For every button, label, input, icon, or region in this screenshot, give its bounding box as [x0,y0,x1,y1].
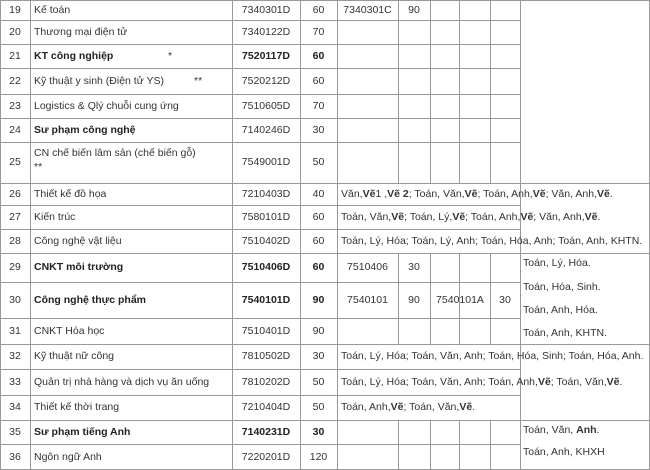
major-mark: ** [194,74,203,87]
major-name: Sư phạm công nghệ [34,123,136,136]
combo-part: Toán, Lý, Hóa; Toán, Văn, Anh; Toán, Anh, [341,375,538,388]
sub-column-divider [490,0,491,183]
combo-part: Anh [551,327,570,339]
combo-part: Vẽ [464,187,478,200]
sub-quota: 90 [408,293,420,306]
side-subject-combination [523,281,601,294]
sub-column-divider [520,253,521,344]
combo-part: Vẽ [584,210,598,223]
major-code: 7510406D [241,261,291,273]
subject-combination [341,205,650,229]
sub-quota: 30 [408,261,420,273]
subject-combination [341,183,650,205]
combo-part: Anh [551,304,570,316]
combo-part: ; Toán, Văn, [403,401,460,413]
combo-part: Toán, Văn, [341,210,392,223]
major-name: CNKT môi trường [34,261,124,273]
combo-part: . [619,375,623,388]
row-number: 22 [9,74,21,87]
combo-part: Vẽ [606,375,620,388]
combo-part: Toán, Văn, [523,424,577,436]
major-name: Công nghệ vật liệu [34,234,122,247]
major-code: 7220201D [241,450,291,463]
quota: 30 [312,350,325,362]
side-subject-combination [523,424,599,437]
major-code: 7340301D [241,3,291,16]
quota: 60 [312,210,325,223]
column-divider [30,0,31,470]
row-number: 27 [9,210,21,223]
quota: 60 [312,234,325,247]
major-name: Kiến trúc [34,210,76,223]
sub-column-divider [398,420,399,470]
row-number: 32 [9,350,21,362]
combo-part: 1 , [375,187,388,200]
row-number: 21 [9,49,21,62]
combo-part: Vẽ [532,187,546,200]
combo-part: ; Toán, Văn, [408,187,465,200]
subject-combination [341,344,650,369]
combo-part: Vẽ [537,375,551,388]
combo-part: , KHXH [569,446,605,458]
sub-column-divider [459,420,460,470]
combo-part: , KHTN. [569,327,608,339]
combo-part: ; Toán, Anh, [465,210,521,223]
side-subject-combination [523,446,605,459]
row-number: 23 [9,99,21,112]
combo-part: Anh [576,424,597,436]
sub-column-divider [430,0,431,183]
quota: 50 [312,375,325,388]
major-code: 7510402D [241,234,291,247]
row-divider [520,0,650,1]
major-name: Ngôn ngữ Anh [34,450,102,463]
sub-column-divider [459,0,460,183]
row-number: 30 [9,293,21,306]
quota: 70 [312,99,325,112]
row-number: 20 [9,25,21,38]
combo-part: ; Toán, Lý, [404,210,453,223]
quota: 90 [312,324,325,337]
row-divider [520,420,650,421]
major-name: Logistics & Qlý chuỗi cung ứng [34,99,179,112]
major-code: 7140231D [241,425,291,438]
combo-part: Vẽ [391,210,405,223]
major-code: 7810202D [241,375,291,388]
major-code: 7340122D [241,25,291,38]
major-name: Kỹ thuật nữ công [34,350,114,362]
quota: 60 [312,74,325,87]
major-name: Kế toán [34,3,71,16]
major-name-line: CN chế biến lâm sản (chế biến gỗ) [34,147,196,159]
major-name: KT công nghiệp [34,49,114,62]
sub-quota-2: 30 [499,293,511,306]
major-name: CNKT Hóa học [34,324,105,337]
sub-column-divider [430,420,431,470]
column-divider [337,0,338,470]
quota: 120 [309,450,328,463]
combo-part: Vẽ [520,210,534,223]
subject-combination [341,395,650,420]
quota: 90 [312,293,325,306]
subject-combination [341,229,650,253]
sub-quota: 90 [408,3,420,16]
major-code: 7510401D [241,324,291,337]
combo-part: Vẽ [459,401,473,413]
quota: 30 [312,425,325,438]
subject-combination [341,369,650,395]
row-number: 29 [9,261,21,273]
combo-part: Toán, [523,304,552,316]
row-number: 28 [9,234,21,247]
sub-column-divider [398,0,399,183]
side-subject-combination [523,327,607,340]
sub-column-divider [520,420,521,470]
major-code: 7140246D [241,123,291,136]
quota: 30 [312,123,325,136]
combo-part: ; Văn, Anh, [545,187,597,200]
quota: 50 [312,156,325,168]
major-name: Thương mại điện tử [34,25,128,38]
sub-code: 7540101 [347,293,388,306]
major-code: 7210403D [241,187,291,200]
row-number: 31 [9,324,21,337]
combo-part: Toán, Lý, Hóa; Toán, Văn, Anh; Toán, Hóa, Sinh; Toán, Hóa, Anh. [341,350,644,362]
combo-part: Toán, Anh, [341,401,391,413]
row-number: 26 [9,187,21,200]
major-code: 7210404D [241,401,291,413]
combo-part: . [596,424,600,436]
major-code: 7549001D [241,156,291,168]
combo-part: Toán, Lý, Hóa. [523,257,591,269]
combo-part: , Hóa. [569,304,598,316]
sub-code: 7510406 [347,261,388,273]
row-number: 33 [9,375,21,388]
major-name: Công nghệ thực phẩm [34,293,147,306]
combo-part: . [609,187,613,200]
sub-code-2: 7540101A [436,293,484,306]
row-number: 25 [9,156,21,168]
combo-part: Toán, Hóa, Sinh. [523,281,601,293]
side-subject-combination [523,304,598,317]
major-name: Thiết kế thời trang [34,401,120,413]
combo-part: . [472,401,476,413]
major-name: Kỹ thuật y sinh (Điện tử YS) [34,74,164,87]
major-code: 7810502D [241,350,291,362]
row-number: 34 [9,401,21,413]
row-divider [520,253,650,254]
major-code: 7510605D [241,99,291,112]
sub-column-divider [520,0,521,183]
row-number: 36 [9,450,21,463]
combo-part: ; Toán, Anh, [477,187,533,200]
combo-part: ; Toán, Văn, [550,375,607,388]
side-subject-combination [523,257,591,270]
combo-part: Vẽ 2 [387,187,409,200]
row-number: 35 [9,425,21,438]
major-name: Sư phạm tiếng Anh [34,425,131,438]
combo-part: Vẽ [452,210,466,223]
major-code: 7580101D [241,210,291,223]
major-name-mark: ** [34,161,43,173]
quota: 50 [312,401,325,413]
quota: 70 [312,25,325,38]
combo-part: ; Văn, Anh, [533,210,585,223]
row-number: 19 [9,3,21,16]
major-name: Thiết kế đồ họa [34,187,107,200]
major-name [34,146,229,174]
quota: 60 [312,3,325,16]
combo-part: Anh [551,446,570,458]
combo-part: Toán, [523,446,552,458]
combo-part: Vẽ [596,187,610,200]
major-code: 7540101D [241,293,291,306]
major-code: 7520117D [242,49,290,62]
combo-part: Toán, [523,327,552,339]
major-code: 7520212D [241,74,291,87]
sub-column-divider [490,420,491,470]
row-number: 24 [9,123,21,136]
combo-part: Vẽ [362,187,376,200]
quota: 60 [312,261,325,273]
sub-code: 7340301C [343,3,392,16]
major-mark: * [168,49,173,62]
combo-part: Toán, Lý, Hóa; Toán, Lý, Anh; Toán, Hóa, Anh; Toán, Anh, KHTN. [341,234,643,247]
combo-part: Văn, [341,187,363,200]
quota: 60 [312,49,325,62]
quota: 40 [312,187,325,200]
combo-part: . [597,210,601,223]
combo-part: Vẽ [390,401,404,413]
major-name: Quản trị nhà hàng và dịch vụ ăn uống [34,375,210,388]
